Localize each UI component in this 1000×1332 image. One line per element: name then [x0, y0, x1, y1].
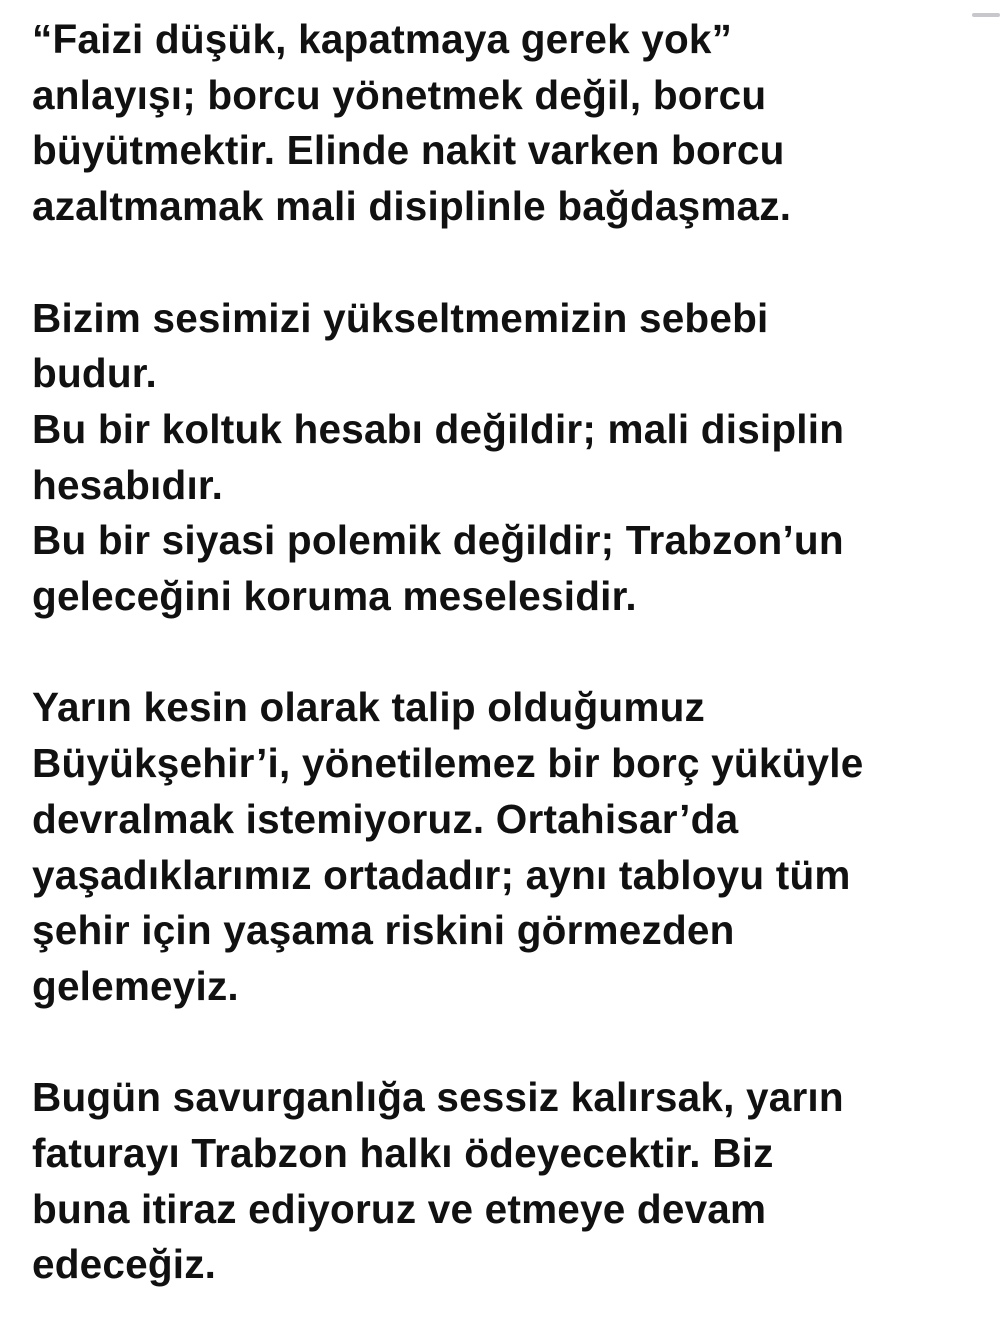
paragraph-1: “Faizi düşük, kapatmaya gerek yok” anlayışı; borcu yönetmek değil, borcu büyütmektir. Elinde nakit varken borcu azaltmamak mali disiplinle bağdaşmaz. [32, 16, 792, 230]
paragraph-3: Yarın kesin olarak talip olduğumuz Büyükşehir’i, yönetilemez bir borç yüküyle devralmak istemiyoruz. Ortahisar’da yaşadıklarımız ortadadır; aynı tabloyu tüm şehir için yaşama riskini görmezden gelemeyiz. [32, 684, 864, 1009]
paragraph-2: Bizim sesimizi yükseltmemizin sebebi budur. Bu bir koltuk hesabı değildir; mali disiplin hesabıdır. Bu bir siyasi polemik değildir; Trabzon’un geleceğini koruma meselesidir. [32, 294, 845, 620]
paragraph-spacer [32, 625, 982, 681]
paragraph-spacer [32, 1015, 982, 1071]
paragraph-spacer [32, 235, 982, 291]
paragraph-4: Bugün savurganlığa sessiz kalırsak, yarın faturayı Trabzon halkı ödeyecektir. Biz buna itiraz ediyoruz ve etmeye devam edeceğiz. [32, 1074, 844, 1288]
note-body[interactable] [32, 12, 982, 1293]
